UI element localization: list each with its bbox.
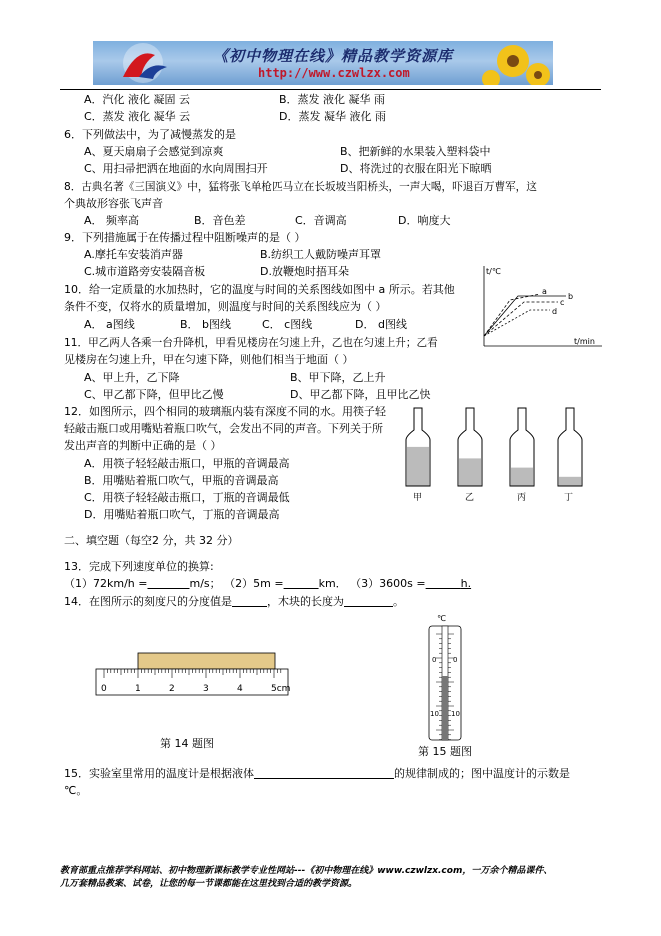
q12-stem-cont2: 发出声音的判断中正确的是（ ） bbox=[64, 439, 222, 452]
bottles-group bbox=[406, 408, 582, 486]
q14-stem bbox=[64, 595, 404, 609]
q6-option-a: A、夏天扇扇子会感觉到凉爽 bbox=[84, 145, 224, 158]
q6-option-c: C、用扫帚把洒在地面的水向周围扫开 bbox=[84, 162, 268, 175]
q9-option-d: D.放鞭炮时捂耳朵 bbox=[260, 265, 349, 278]
bottle-label-jia: 甲 bbox=[413, 493, 423, 503]
q13-unit-c: h. bbox=[460, 577, 472, 590]
therm-label-right-0: 0 bbox=[453, 656, 458, 664]
bottle-water bbox=[511, 468, 533, 486]
footer-line-1: 教育部重点推荐学科网站、初中物理新课标教学专业性网站---《初中物理在线》www.czwlzx.com，一万余个精品课件、 bbox=[60, 866, 553, 876]
q14-caption: 第 14 题图 bbox=[160, 737, 214, 750]
q10-graph-label-d: d bbox=[552, 307, 558, 316]
section-fill-in-title: 二、填空题（每空2 分，共 32 分） bbox=[64, 534, 239, 547]
ruler-label: 2 bbox=[169, 684, 175, 694]
q8-option-b: B．音色差 bbox=[194, 214, 246, 227]
q6-option-b: B、把新鲜的水果装入塑料袋中 bbox=[340, 145, 491, 158]
q8-option-d: D．响度大 bbox=[398, 214, 451, 227]
ruler-label: 5cm bbox=[271, 684, 291, 694]
q13-unit-a: m/s； bbox=[189, 577, 221, 590]
therm-label-right-10: 10 bbox=[451, 710, 460, 718]
bottle-label-bing: 丙 bbox=[517, 493, 527, 503]
q10-option-a: A． a图线 bbox=[84, 318, 135, 331]
q10-graph-label-c: c bbox=[560, 298, 565, 307]
q13-line bbox=[64, 577, 471, 591]
q9-option-a: A.摩托车安装消声器 bbox=[84, 248, 183, 261]
q13-blank-a bbox=[147, 577, 189, 590]
q15-stem-cont: ℃。 bbox=[64, 784, 88, 797]
q15-stem bbox=[64, 767, 570, 781]
q11-option-c: C、甲乙都下降，但甲比乙慢 bbox=[84, 388, 224, 401]
ruler-label: 4 bbox=[237, 684, 243, 694]
q11-option-a: A、甲上升，乙下降 bbox=[84, 371, 180, 384]
q9-stem: 9．下列措施属于在传播过程中阻断噪声的是（ ） bbox=[64, 231, 306, 244]
q14-stem-b: ，木块的长度为 bbox=[267, 595, 344, 608]
q14-blank-b bbox=[344, 595, 393, 608]
therm-label-left-0: 0 bbox=[432, 656, 437, 664]
q11-option-d: D、甲乙都下降，且甲比乙快 bbox=[290, 388, 431, 401]
q15-thermometer bbox=[425, 612, 465, 744]
page-footer bbox=[60, 865, 620, 891]
q15-stem-a: 15．实验室里常用的温度计是根据液体 bbox=[64, 767, 254, 780]
bottle-water bbox=[407, 447, 429, 486]
therm-label-left-10: 10 bbox=[430, 710, 439, 718]
q10-temperature-graph bbox=[478, 262, 608, 354]
q13-blank-c bbox=[426, 577, 461, 590]
q13-part-b-label: （2）5m = bbox=[224, 577, 284, 590]
q14-stem-a: 14．在图所示的刻度尺的分度值是 bbox=[64, 595, 232, 608]
q12-option-b: B．用嘴贴着瓶口吹气，甲瓶的音调最高 bbox=[84, 474, 279, 487]
q8-stem-cont: 个典故形容张飞声音 bbox=[64, 197, 163, 210]
q6-option-d: D、将洗过的衣服在阳光下晾晒 bbox=[340, 162, 492, 175]
q11-stem-cont: 见楼房在匀速上升，甲在匀速下降，则他们相当于地面（ ） bbox=[64, 353, 354, 366]
q5-option-a: A．汽化 液化 凝固 云 bbox=[84, 93, 191, 106]
wood-block bbox=[138, 653, 275, 669]
q14-ruler-figure bbox=[90, 648, 300, 698]
q15-stem-b: 的规律制成的；图中温度计的示数是 bbox=[393, 767, 570, 780]
q13-part-c-label: （3）3600s = bbox=[350, 577, 426, 590]
footer-line-2: 几万套精品教案、试卷，让您的每一节课都能在这里找到合适的教学资源。 bbox=[60, 879, 358, 889]
q5-option-c: C．蒸发 液化 凝华 云 bbox=[84, 110, 191, 123]
q10-option-c: C． c图线 bbox=[262, 318, 313, 331]
thermometer-liquid bbox=[442, 676, 448, 740]
q10-stem-cont: 条件不变，仅将水的质量增加，则温度与时间的关系图线应为（ ） bbox=[64, 300, 387, 313]
q9-option-c: C.城市道路旁安装隔音板 bbox=[84, 265, 206, 278]
q5-option-b: B．蒸发 液化 凝华 雨 bbox=[279, 93, 386, 106]
q14-stem-c: 。 bbox=[393, 595, 404, 608]
q9-option-b: B.纺织工人戴防噪声耳罩 bbox=[260, 248, 382, 261]
q10-option-b: B． b图线 bbox=[180, 318, 232, 331]
q11-option-b: B、甲下降，乙上升 bbox=[290, 371, 386, 384]
banner-url: http://www.czwlzx.com bbox=[258, 66, 410, 80]
q12-option-c: C．用筷子轻轻敲击瓶口，丁瓶的音调最低 bbox=[84, 491, 290, 504]
bottle-water bbox=[459, 458, 481, 486]
ruler-body bbox=[96, 669, 291, 695]
banner-title: 《初中物理在线》精品教学资源库 bbox=[213, 47, 454, 65]
ruler-label: 1 bbox=[135, 684, 141, 694]
q8-option-c: C．音调高 bbox=[295, 214, 347, 227]
header-rule bbox=[60, 89, 601, 90]
q12-option-a: A．用筷子轻轻敲击瓶口，甲瓶的音调最高 bbox=[84, 457, 290, 470]
q10-graph-ylabel: t/℃ bbox=[486, 267, 501, 276]
q11-stem: 11．甲乙两人各乘一台升降机，甲看见楼房在匀速上升，乙也在匀速上升；乙看 bbox=[64, 337, 438, 349]
q13-unit-b: km． bbox=[318, 577, 347, 590]
q15-caption: 第 15 题图 bbox=[418, 745, 472, 758]
q15-blank-a bbox=[254, 767, 394, 780]
q14-blank-a bbox=[232, 595, 267, 608]
bottle-label-ding: 丁 bbox=[564, 493, 574, 503]
q12-stem: 12．如图所示，四个相同的玻璃瓶内装有深度不同的水。用筷子轻 bbox=[64, 405, 386, 418]
q8-option-a: A． 频率高 bbox=[84, 214, 140, 227]
q13-blank-b bbox=[284, 577, 319, 590]
q10-option-d: D． d图线 bbox=[355, 318, 407, 331]
q12-option-d: D．用嘴贴着瓶口吹气，丁瓶的音调最高 bbox=[84, 508, 280, 521]
q6-stem: 6．下列做法中，为了减慢蒸发的是 bbox=[64, 128, 236, 141]
q10-graph-label-b: b bbox=[568, 292, 574, 301]
q10-stem: 10．给一定质量的水加热时，它的温度与时间的关系图线如图中 a 所示。若其他 bbox=[64, 283, 455, 296]
q8-stem: 8．古典名著《三国演义》中，猛将张飞单枪匹马立在长坂坡当阳桥头，一声大喝，吓退百万曹军，这 bbox=[64, 181, 537, 193]
bottle-label-yi: 乙 bbox=[465, 493, 475, 503]
q5-option-d: D．蒸发 凝华 液化 雨 bbox=[279, 110, 386, 123]
ruler-label: 3 bbox=[203, 684, 209, 694]
q12-stem-cont: 轻敲击瓶口或用嘴贴着瓶口吹气，会发出不同的声音。下列关于所 bbox=[64, 422, 383, 435]
ruler-label: 0 bbox=[101, 684, 107, 694]
q13-part-a-label: （1）72km/h = bbox=[64, 577, 148, 590]
bottle-outline bbox=[558, 408, 582, 486]
q13-stem: 13．完成下列速度单位的换算: bbox=[64, 560, 214, 573]
header-banner bbox=[93, 41, 553, 85]
q12-bottles-figure bbox=[400, 402, 590, 504]
thermometer-unit: ℃ bbox=[437, 614, 446, 623]
q10-graph-xlabel: t/min bbox=[574, 337, 595, 346]
q10-graph-label-a: a bbox=[542, 287, 547, 296]
bottle-water bbox=[559, 477, 581, 486]
